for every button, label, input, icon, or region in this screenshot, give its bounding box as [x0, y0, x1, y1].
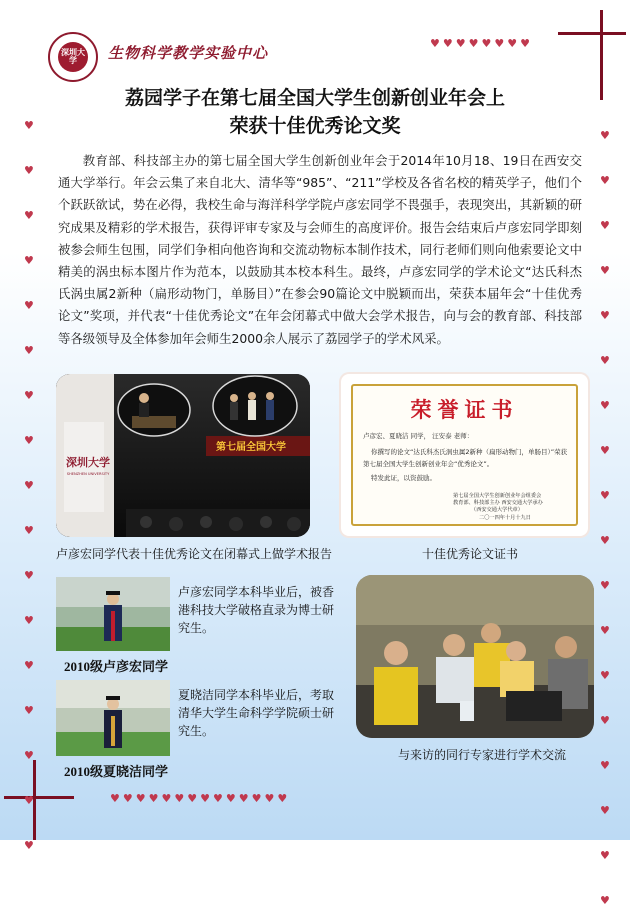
report-photo-caption: 卢彦宏同学代表十佳优秀论文在闭幕式上做学术报告 [56, 547, 333, 561]
page-title-line2: 荣获十佳优秀论文奖 [229, 115, 401, 137]
certificate-date: 二〇一四年十月十九日 [479, 515, 531, 521]
certificate-title: 荣誉证书 [410, 397, 519, 422]
report-slide-subtitle: SHENZHEN UNIVERSITY [66, 472, 110, 476]
student2-photo [56, 680, 170, 756]
certificate-border [351, 384, 578, 526]
student2-text: 夏晓洁同学本科毕业后，考取清华大学生命科学学院硕士研究生。 [178, 688, 335, 738]
certificate-body-line2: 第七届全国大学生创新创业年会“优秀论文”。 [363, 460, 494, 468]
student1-caption: 2010级卢彦宏同学 [64, 659, 169, 674]
certificate-image [341, 374, 588, 536]
certificate-body-line3: 特发此证，以资鼓励。 [371, 474, 436, 482]
student2-caption: 2010级夏晓洁同学 [64, 764, 169, 779]
certificate-issuer3: （西安交通大学代章） [471, 507, 523, 513]
article-body: 教育部、科技部主办的第七届全国大学生创新创业年会于2014年10月18、19日在西安交通大学举行。年会云集了来自北大、清华等“985”、“211”学校及各省名校的精英学子，他们个个跃跃欲试，势在必得，我校生命与海洋科学学院卢彦宏同学不畏强手，表现突出，其新颖的研究成果及精彩的学术报告，获得评审专家及与会师生的高度评价。报告会结束后卢彦宏同学即刻被参会师生包围，同学们争相向他咨询和交流动物标本制作技术，同行老师们则向他索要论文中精美的涡虫标本图片作为范本，以鼓励其本校本科生。最终，卢彦宏同学的学术论文“达氏科杰氏涡虫属2新种（扁形动物门，单肠目）”在参会90篇论文中脱颖而出，荣获本届年会“十佳优秀论文”奖项，并代表“十佳优秀论文”在年会闭幕式中做大会学术报告，向与会的教育部、科技部等各级领导及全体参加年会师生2000余人展示了荔园学子的学术风采。 [58, 153, 582, 346]
student1-photo [56, 577, 170, 651]
certificate-recipients: 卢彦宏、夏晓洁 同学， 汪安泰 老师： [363, 432, 474, 440]
student1-photo-scene [56, 577, 170, 651]
certificate-issuer1: 第七届全国大学生创新创业年会组委会 [453, 493, 542, 499]
report-podium-banner: 第七届全国大学 [216, 442, 286, 453]
exchange-caption: 与来访的同行专家进行学术交流 [398, 748, 567, 762]
student1-text: 卢彦宏同学本科毕业后，被香港科技大学破格直录为博士研究生。 [178, 585, 335, 635]
heart-row-bottom-icon: ♥ ♥ ♥ ♥ ♥ ♥ ♥ ♥ ♥ ♥ ♥ ♥ ♥ ♥ [110, 792, 288, 805]
report-photo [56, 374, 310, 537]
heart-column-right-icon: ♥ ♥ ♥ ♥ ♥ ♥ ♥ ♥ ♥ ♥ ♥ ♥ ♥ ♥ ♥ ♥ ♥ ♥ [600, 129, 610, 907]
certificate-body-line1: 你撰写的论文“达氏科杰氏涡虫属2新种（扁形动物门，单肠目）”荣获 [371, 448, 568, 456]
university-logo [48, 32, 98, 82]
university-logo-text: 深圳大学 [58, 42, 88, 72]
exchange-photo-scene [356, 575, 594, 738]
student2-photo-scene [56, 680, 170, 756]
heart-column-left-icon: ♥ ♥ ♥ ♥ ♥ ♥ ♥ ♥ ♥ ♥ ♥ ♥ ♥ ♥ ♥ ♥ ♥ [24, 119, 34, 852]
heart-row-top-icon: ♥ ♥ ♥ ♥ ♥ ♥ ♥ ♥ [430, 37, 530, 50]
certificate-caption: 十佳优秀论文证书 [422, 547, 519, 561]
decor-cross-bottomleft-horizontal [4, 796, 74, 799]
decor-cross-topright-horizontal [558, 32, 626, 35]
center-name: 生物科学教学实验中心 [108, 44, 269, 62]
page-title-line1: 荔园学子在第七届全国大学生创新创业年会上 [124, 87, 505, 109]
exchange-photo [356, 575, 594, 738]
report-slide-title: 深圳大学 [66, 456, 110, 469]
certificate-issuer2: 教育部、科技部主办 西安交通大学承办 [453, 500, 543, 506]
